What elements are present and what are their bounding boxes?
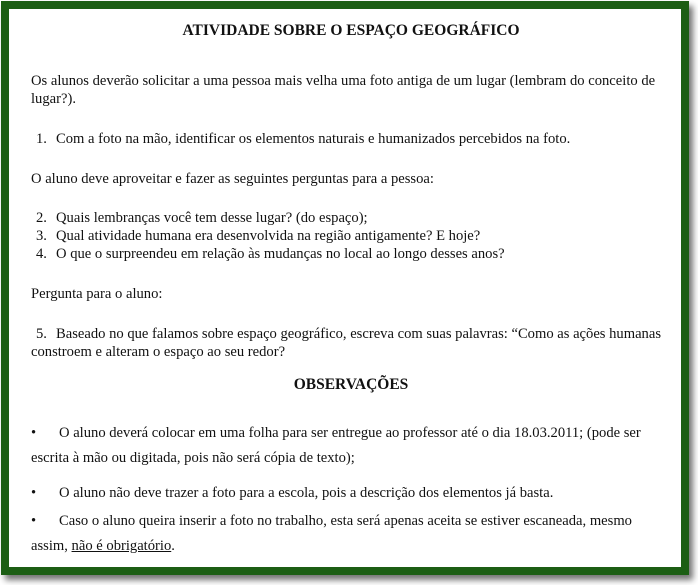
bullet-icon: • xyxy=(31,425,37,441)
underlined-note: não é obrigatório xyxy=(71,538,172,554)
observation-item-1 xyxy=(31,421,661,471)
numbered-item-3 xyxy=(36,227,666,245)
observation-text: Caso o aluno queira inserir a foto no trabalho, esta será apenas aceita se estiver escaneada, mesmo assim, xyxy=(31,513,632,554)
observation-item-2 xyxy=(31,481,661,506)
bullet-icon: • xyxy=(31,513,37,529)
document-title: ATIVIDADE SOBRE O ESPAÇO GEOGRÁFICO xyxy=(182,22,520,39)
numbered-item-4 xyxy=(36,245,666,263)
item-number: 2. xyxy=(36,210,47,226)
item-text: Com a foto na mão, identificar os elementos naturais e humanizados percebidos na foto. xyxy=(56,131,571,147)
document-frame xyxy=(1,1,689,575)
document-page xyxy=(9,9,681,567)
item-text: Baseado no que falamos sobre espaço geográfico, escreva com suas palavras: “Como as ações humanas constroem e alteram o espaço ao seu redor? xyxy=(31,326,662,360)
numbered-item-1 xyxy=(36,130,666,148)
instruction-paragraph: O aluno deve aproveitar e fazer as seguintes perguntas para a pessoa: xyxy=(31,171,434,187)
observations-title: OBSERVAÇÕES xyxy=(293,376,409,393)
item-text: Qual atividade humana era desenvolvida na região antigamente? E hoje? xyxy=(56,228,481,244)
item-number: 4. xyxy=(36,246,47,262)
item-text: O que o surpreendeu em relação às mudanças no local ao longo desses anos? xyxy=(56,246,505,262)
student-question-label: Pergunta para o aluno: xyxy=(31,286,163,302)
observation-text: O aluno deverá colocar em uma folha para ser entregue ao professor até o dia 18.03.2011; (pode ser escrita à mão ou digitada, pois não será cópia de texto); xyxy=(31,425,641,466)
bullet-icon: • xyxy=(31,485,37,501)
observation-item-3 xyxy=(31,509,661,559)
item-number: 3. xyxy=(36,228,47,244)
intro-paragraph: Os alunos deverão solicitar a uma pessoa mais velha uma foto antiga de um lugar (lembram do conceito de lugar?). xyxy=(31,73,656,107)
item-number: 1. xyxy=(36,131,47,147)
numbered-item-5 xyxy=(31,325,661,361)
observation-text: O aluno não deve trazer a foto para a escola, pois a descrição dos elementos já basta. xyxy=(59,485,554,501)
item-number: 5. xyxy=(36,326,47,342)
observation-end: . xyxy=(171,538,175,554)
numbered-item-2 xyxy=(36,209,666,227)
item-text: Quais lembranças você tem desse lugar? (do espaço); xyxy=(56,210,368,226)
